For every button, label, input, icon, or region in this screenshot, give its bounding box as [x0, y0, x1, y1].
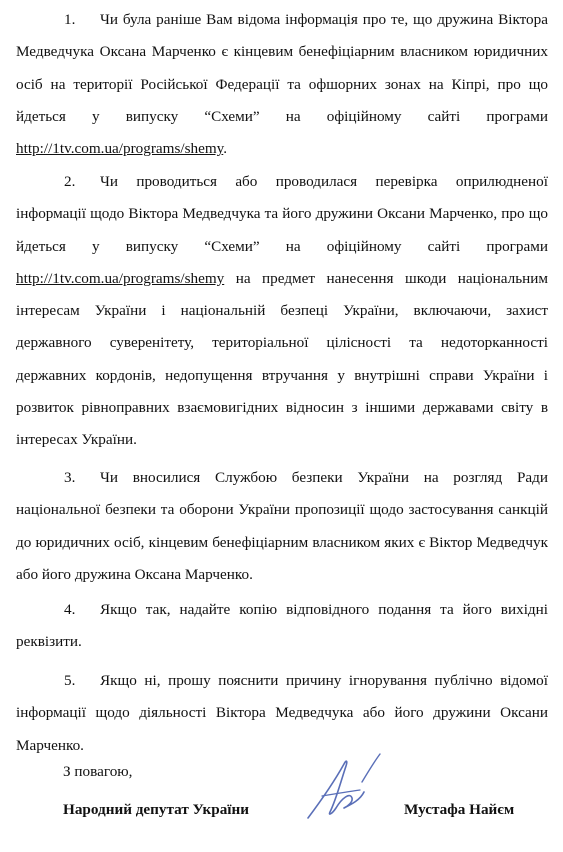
handwritten-signature — [300, 752, 390, 827]
list-item-5 — [16, 665, 548, 762]
list-item-3 — [16, 462, 548, 591]
item-number: 5. — [64, 672, 76, 689]
closing-text: З повагою, — [63, 763, 133, 780]
item-text: Якщо так, надайте копію відповідного подання та його вихідні реквізити. — [16, 601, 548, 651]
programs-link[interactable]: http://1tv.com.ua/programs/shemy — [16, 140, 224, 158]
item-number: 3. — [64, 469, 76, 486]
list-item-4 — [16, 594, 548, 659]
programs-link[interactable]: http://1tv.com.ua/programs/shemy — [16, 269, 225, 287]
item-text: Якщо ні, прошу пояснити причину ігнорування публічно відомої інформації щодо діяльності Віктора Медведчука або його дружини Оксани Марченко. — [16, 672, 548, 754]
list-item-1 — [16, 4, 548, 165]
list-item-2 — [16, 166, 548, 457]
item-text-tail: . — [223, 140, 228, 158]
item-text: Чи проводиться або проводилася перевірка оприлюдненої інформації щодо Віктора Медведчука та його дружини Оксани Марченко, про що йдеться у випуску “Схеми” на офіційному сайті програми — [16, 173, 548, 255]
item-text-tail: на предмет нанесення шкоди національним інтересам України і національній безпеці України, включаючи, захист державного суверенітету, територіальної цілісності та недоторканності державних кордонів, недопущення втручання у внутрішні справи України і розвиток рівноправних взаємовигідних відносин з іншими державами світу в інтересах України. — [16, 269, 548, 449]
item-text: Чи була раніше Вам відома інформація про те, що дружина Віктора Медведчука Оксана Марченко є кінцевим бенефіціарним власником юридичних осіб на території Російської Федерації та офшорних зонах на Кіпрі, про що йдеться у випуску “Схеми” на офіційному сайті програми — [16, 11, 548, 125]
item-number: 2. — [64, 173, 76, 190]
item-number: 1. — [64, 11, 76, 28]
item-number: 4. — [64, 601, 76, 618]
signatory-name: Мустафа Найєм — [404, 801, 515, 818]
item-text: Чи вносилися Службою безпеки України на розгляд Ради національної безпеки та оборони України пропозиції щодо застосування санкцій до юридичних осіб, кінцевим бенефіціарним власником яких є Віктор Медведчук або його дружина Оксана Марченко. — [16, 469, 548, 583]
signatory-title: Народний депутат України — [63, 801, 250, 818]
